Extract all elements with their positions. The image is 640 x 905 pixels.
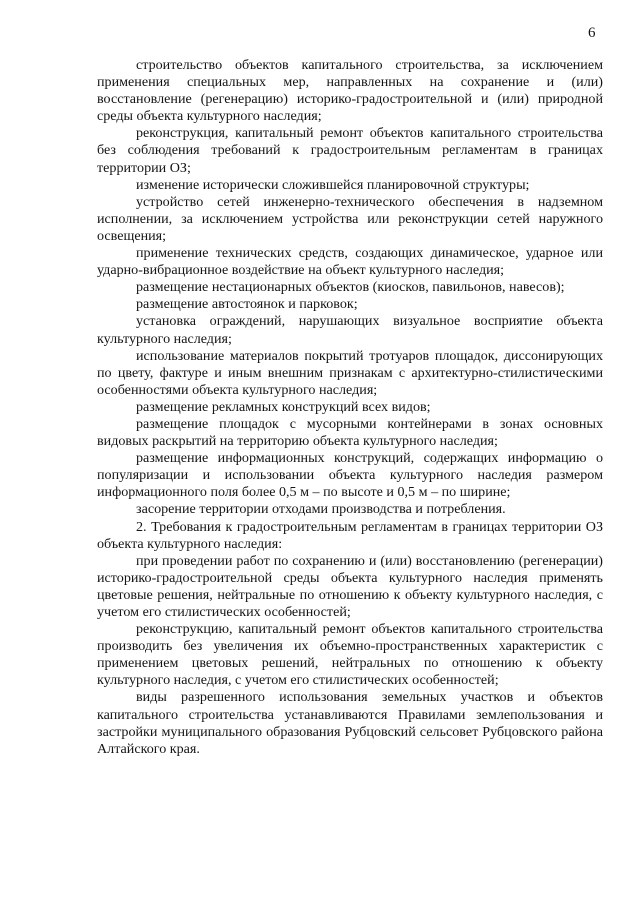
paragraph: использование материалов покрытий тротуаров площадок, диссонирующих по цвету, фактуре и иным внешним признакам с архитектурно-стилистическими особенностями объекта культурного наследия; bbox=[97, 347, 603, 398]
paragraph: устройство сетей инженерно-технического обеспечения в надземном исполнении, за исключением устройства или реконструкции сетей наружного освещения; bbox=[97, 193, 603, 244]
paragraph: строительство объектов капитального строительства, за исключением применения специальных мер, направленных на сохранение и (или) восстановление (регенерацию) историко-градостроительной и (или) природной среды объекта культурного наследия; bbox=[97, 57, 603, 125]
paragraph: установка ограждений, нарушающих визуальное восприятие объекта культурного наследия; bbox=[97, 313, 603, 347]
paragraph: применение технических средств, создающих динамическое, ударное или ударно-вибрационное воздействие на объект культурного наследия; bbox=[97, 245, 603, 279]
paragraph: размещение нестационарных объектов (киосков, павильонов, навесов); bbox=[136, 279, 565, 296]
paragraph: изменение исторически сложившейся планировочной структуры; bbox=[136, 176, 530, 193]
paragraph: при проведении работ по сохранению и (или) восстановлению (регенерации) историко-градостроительной среды объекта культурного наследия применять цветовые решения, нейтральные по отношению к объекту культурного наследия, с учетом его стилистических особенностей; bbox=[97, 552, 603, 620]
document-body bbox=[97, 57, 603, 758]
paragraph: размещение площадок с мусорными контейнерами в зонах основных видовых раскрытий на территорию объекта культурного наследия; bbox=[97, 415, 603, 450]
paragraph: засорение территории отходами производства и потребления. bbox=[136, 501, 506, 518]
page-number: 6 bbox=[588, 25, 596, 41]
paragraph: реконструкция, капитальный ремонт объектов капитального строительства без соблюдения требований к градостроительным регламентам в границах территории ОЗ; bbox=[97, 125, 603, 176]
paragraph: размещение информационных конструкций, содержащих информацию о популяризации и использовании объекта культурного наследия размером информационного поля более 0,5 м – по высоте и 0,5 м – по ширине; bbox=[97, 450, 603, 501]
paragraph: виды разрешенного использования земельных участков и объектов капитального строительства устанавливаются Правилами землепользования и застройки муниципального образования Рубцовский сельсовет Рубцовского района Алтайского края. bbox=[97, 689, 603, 757]
section-heading: 2. Требования к градостроительным регламентам в границах территории ОЗ объекта культурного наследия: bbox=[97, 518, 603, 552]
paragraph: размещение автостоянок и парковок; bbox=[136, 296, 358, 313]
paragraph: реконструкцию, капитальный ремонт объектов капитального строительства производить без увеличения их объемно-пространственных характеристик с применением цветовых решений, нейтральных по отношению к объекту культурного наследия, с учетом его стилистических особенностей; bbox=[97, 621, 603, 689]
paragraph: размещение рекламных конструкций всех видов; bbox=[136, 398, 431, 415]
